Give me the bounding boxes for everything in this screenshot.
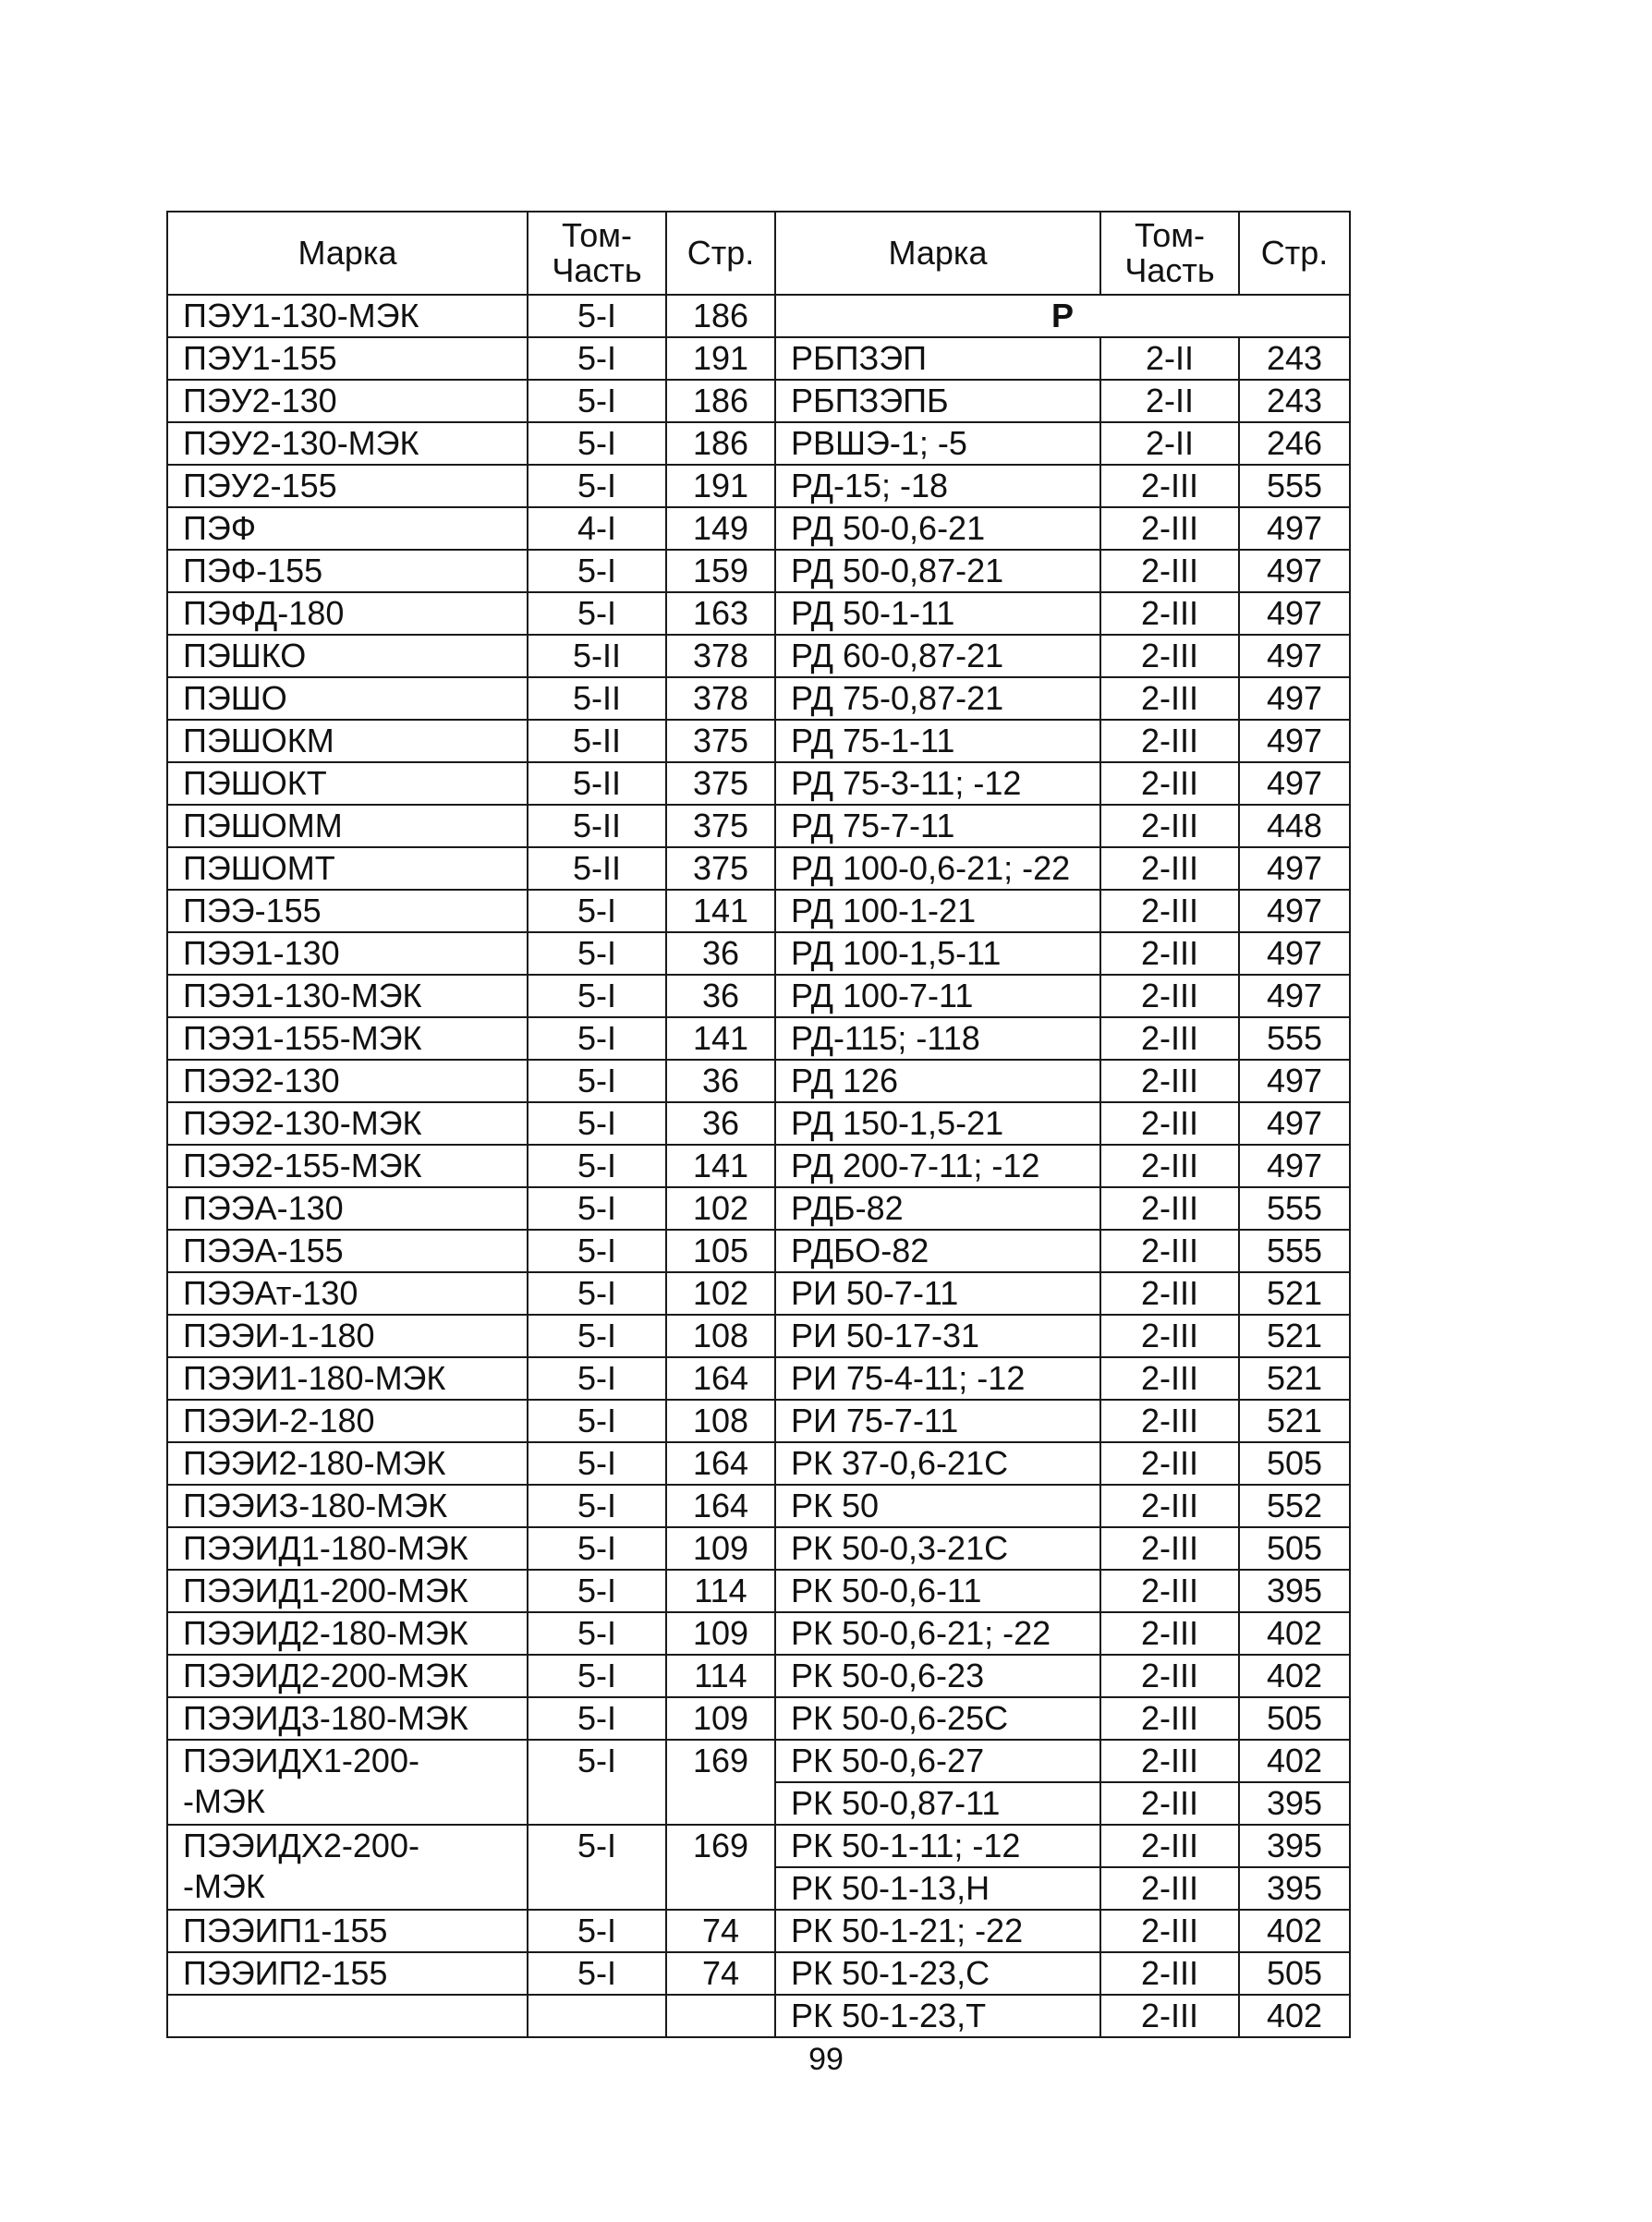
mark-cell: ПЭЭИ1-180-МЭК (167, 1357, 528, 1400)
page-cell: 448 (1239, 805, 1350, 847)
page-cell: 141 (666, 1017, 775, 1060)
volume-cell: 2-III (1100, 1315, 1239, 1357)
header-volume: Том- Часть (1100, 212, 1239, 295)
mark-cell: РД 60-0,87-21 (775, 635, 1100, 677)
mark-cell: ПЭШОМТ (167, 847, 528, 890)
mark-cell: РК 50 (775, 1485, 1100, 1527)
volume-cell: 2-III (1100, 465, 1239, 507)
mark-cell: РДБО-82 (775, 1230, 1100, 1272)
mark-cell: ПЭЭ1-155-МЭК (167, 1017, 528, 1060)
mark-cell: РД 100-1-21 (775, 890, 1100, 932)
table-row (167, 380, 1350, 422)
volume-cell: 2-III (1100, 847, 1239, 890)
mark-cell: РК 50-1-23,Т (775, 1995, 1100, 2037)
page-cell: 74 (666, 1952, 775, 1995)
page-cell: 395 (1239, 1782, 1350, 1825)
table-row (167, 1612, 1350, 1655)
mark-cell: ПЭЭИД2-200-МЭК (167, 1655, 528, 1697)
page-cell: 497 (1239, 677, 1350, 720)
table-row (167, 1655, 1350, 1697)
index-table (166, 211, 1351, 2038)
mark-cell: РК 50-1-23,С (775, 1952, 1100, 1995)
volume-cell: 5-I (528, 975, 666, 1017)
mark-cell: ПЭЭ2-130-МЭК (167, 1102, 528, 1145)
page-cell: 395 (1239, 1867, 1350, 1910)
page-cell: 109 (666, 1527, 775, 1570)
page-cell: 375 (666, 762, 775, 805)
page-cell: 164 (666, 1485, 775, 1527)
table-row (167, 1527, 1350, 1570)
table-row (167, 1825, 1350, 1867)
volume-cell: 2-III (1100, 1527, 1239, 1570)
page-cell: 186 (666, 380, 775, 422)
page-cell: 497 (1239, 720, 1350, 762)
volume-cell: 5-II (528, 635, 666, 677)
volume-cell: 5-I (528, 1697, 666, 1740)
header-page: Стр. (666, 212, 775, 295)
volume-cell: 2-III (1100, 1357, 1239, 1400)
mark-cell: РД 50-1-11 (775, 592, 1100, 635)
empty-cell (666, 1995, 775, 2037)
mark-cell: ПЭЭИДХ1-200- -МЭК (167, 1740, 528, 1825)
volume-cell: 2-III (1100, 1485, 1239, 1527)
table-row (167, 677, 1350, 720)
volume-cell: 2-III (1100, 592, 1239, 635)
volume-cell: 5-II (528, 762, 666, 805)
volume-cell: 5-I (528, 380, 666, 422)
mark-cell: ПЭУ1-155 (167, 337, 528, 380)
page-cell: 378 (666, 677, 775, 720)
mark-cell: ПЭУ2-130 (167, 380, 528, 422)
page-cell: 497 (1239, 592, 1350, 635)
mark-cell: РК 50-0,6-25С (775, 1697, 1100, 1740)
volume-cell: 2-II (1100, 337, 1239, 380)
page-cell: 497 (1239, 890, 1350, 932)
table-row (167, 1995, 1350, 2037)
mark-cell: РК 50-0,6-21; -22 (775, 1612, 1100, 1655)
volume-cell: 2-III (1100, 1910, 1239, 1952)
page-cell: 36 (666, 975, 775, 1017)
volume-cell: 5-II (528, 847, 666, 890)
header-row (167, 212, 1350, 295)
mark-cell: РК 50-0,3-21С (775, 1527, 1100, 1570)
volume-cell: 2-III (1100, 1102, 1239, 1145)
volume-cell: 2-III (1100, 1272, 1239, 1315)
table-row (167, 635, 1350, 677)
page-cell: 169 (666, 1825, 775, 1910)
volume-cell: 5-I (528, 1315, 666, 1357)
mark-cell: ПЭЭИДХ2-200- -МЭК (167, 1825, 528, 1910)
page-cell: 243 (1239, 337, 1350, 380)
volume-cell: 5-II (528, 805, 666, 847)
page-cell: 402 (1239, 1655, 1350, 1697)
page-cell: 108 (666, 1400, 775, 1442)
header-volume: Том- Часть (528, 212, 666, 295)
volume-cell: 5-I (528, 1952, 666, 1995)
mark-cell: ПЭШО (167, 677, 528, 720)
mark-cell: ПЭЭ-155 (167, 890, 528, 932)
page-cell: 149 (666, 507, 775, 550)
page-cell: 402 (1239, 1612, 1350, 1655)
volume-cell: 5-I (528, 1612, 666, 1655)
section-letter: Р (775, 295, 1350, 337)
mark-cell: РД-115; -118 (775, 1017, 1100, 1060)
table-row (167, 1357, 1350, 1400)
mark-cell: ПЭЭИ-1-180 (167, 1315, 528, 1357)
volume-cell: 2-III (1100, 550, 1239, 592)
volume-cell: 2-III (1100, 1400, 1239, 1442)
mark-cell: ПЭЭИП1-155 (167, 1910, 528, 1952)
mark-cell: ПЭЭАт-130 (167, 1272, 528, 1315)
page-cell: 375 (666, 805, 775, 847)
page-cell: 164 (666, 1357, 775, 1400)
mark-cell: РИ 50-7-11 (775, 1272, 1100, 1315)
page-cell: 402 (1239, 1995, 1350, 2037)
page-cell: 186 (666, 295, 775, 337)
mark-cell: РВШЭ-1; -5 (775, 422, 1100, 465)
volume-cell: 2-III (1100, 1145, 1239, 1187)
volume-cell: 2-III (1100, 1187, 1239, 1230)
volume-cell: 2-III (1100, 635, 1239, 677)
page-cell: 191 (666, 465, 775, 507)
mark-cell: ПЭЭ2-155-МЭК (167, 1145, 528, 1187)
mark-cell: РД 200-7-11; -12 (775, 1145, 1100, 1187)
volume-cell: 2-III (1100, 1697, 1239, 1740)
volume-cell: 2-III (1100, 890, 1239, 932)
table-row (167, 1315, 1350, 1357)
volume-cell: 5-I (528, 592, 666, 635)
volume-cell: 5-II (528, 677, 666, 720)
volume-cell: 2-III (1100, 1995, 1239, 2037)
table-row (167, 1060, 1350, 1102)
page-cell: 497 (1239, 762, 1350, 805)
page-cell: 105 (666, 1230, 775, 1272)
mark-cell: РД-15; -18 (775, 465, 1100, 507)
table-row (167, 1910, 1350, 1952)
page-cell: 243 (1239, 380, 1350, 422)
volume-cell: 5-I (528, 1017, 666, 1060)
volume-cell: 5-I (528, 1910, 666, 1952)
page-cell: 375 (666, 847, 775, 890)
mark-cell: ПЭЭИ2-180-МЭК (167, 1442, 528, 1485)
volume-cell: 5-I (528, 1060, 666, 1102)
header-page: Стр. (1239, 212, 1350, 295)
volume-cell: 2-III (1100, 1952, 1239, 1995)
mark-cell: РК 50-0,6-11 (775, 1570, 1100, 1612)
table-row (167, 1740, 1350, 1782)
page-cell: 102 (666, 1272, 775, 1315)
mark-cell: РК 50-0,87-11 (775, 1782, 1100, 1825)
page-cell: 497 (1239, 507, 1350, 550)
volume-cell: 5-I (528, 1145, 666, 1187)
page-cell: 505 (1239, 1952, 1350, 1995)
mark-cell: ПЭЭА-130 (167, 1187, 528, 1230)
volume-cell: 2-III (1100, 1655, 1239, 1697)
page-cell: 36 (666, 932, 775, 975)
empty-cell (528, 1995, 666, 2037)
table-row (167, 1570, 1350, 1612)
page-cell: 552 (1239, 1485, 1350, 1527)
mark-cell: РД 126 (775, 1060, 1100, 1102)
volume-cell: 5-I (528, 295, 666, 337)
page-number: 99 (808, 2042, 844, 2077)
page-cell: 497 (1239, 1102, 1350, 1145)
volume-cell: 2-II (1100, 380, 1239, 422)
mark-cell: ПЭФ (167, 507, 528, 550)
mark-cell: РК 50-1-11; -12 (775, 1825, 1100, 1867)
table-row (167, 1187, 1350, 1230)
table-row (167, 1442, 1350, 1485)
table-row (167, 550, 1350, 592)
volume-cell: 2-III (1100, 1442, 1239, 1485)
mark-cell: ПЭФ-155 (167, 550, 528, 592)
page-cell: 402 (1239, 1910, 1350, 1952)
page-cell: 169 (666, 1740, 775, 1825)
table-row (167, 507, 1350, 550)
volume-cell: 5-I (528, 1570, 666, 1612)
mark-cell: РИ 75-7-11 (775, 1400, 1100, 1442)
page-cell: 497 (1239, 1145, 1350, 1187)
page-cell: 497 (1239, 847, 1350, 890)
page-cell: 109 (666, 1697, 775, 1740)
mark-cell: РК 50-1-13,Н (775, 1867, 1100, 1910)
volume-cell: 5-I (528, 890, 666, 932)
mark-cell: РК 50-0,6-23 (775, 1655, 1100, 1697)
volume-cell: 5-II (528, 720, 666, 762)
volume-cell: 5-I (528, 1655, 666, 1697)
volume-cell: 2-III (1100, 1230, 1239, 1272)
mark-cell: ПЭЭ1-130-МЭК (167, 975, 528, 1017)
volume-cell: 5-I (528, 337, 666, 380)
page-cell: 497 (1239, 635, 1350, 677)
volume-cell: 2-III (1100, 1825, 1239, 1867)
mark-cell: РДБ-82 (775, 1187, 1100, 1230)
table-row (167, 975, 1350, 1017)
table-row (167, 932, 1350, 975)
volume-cell: 5-I (528, 1442, 666, 1485)
page-cell: 159 (666, 550, 775, 592)
page-cell: 395 (1239, 1825, 1350, 1867)
table-row (167, 1230, 1350, 1272)
table-row (167, 1952, 1350, 1995)
table-row (167, 805, 1350, 847)
mark-cell: РД 50-0,87-21 (775, 550, 1100, 592)
header-mark: Марка (775, 212, 1100, 295)
page-cell: 521 (1239, 1357, 1350, 1400)
table-row (167, 295, 1350, 337)
page-cell: 521 (1239, 1400, 1350, 1442)
volume-cell: 2-III (1100, 1867, 1239, 1910)
mark-cell: ПЭУ2-130-МЭК (167, 422, 528, 465)
mark-cell: РД 50-0,6-21 (775, 507, 1100, 550)
table-row (167, 847, 1350, 890)
page-cell: 521 (1239, 1315, 1350, 1357)
page-cell: 191 (666, 337, 775, 380)
mark-cell: ПЭШОКТ (167, 762, 528, 805)
volume-cell: 2-III (1100, 720, 1239, 762)
mark-cell: РД 100-1,5-11 (775, 932, 1100, 975)
mark-cell: ПЭЭА-155 (167, 1230, 528, 1272)
volume-cell: 2-III (1100, 507, 1239, 550)
page-cell: 141 (666, 890, 775, 932)
mark-cell: РИ 75-4-11; -12 (775, 1357, 1100, 1400)
mark-cell: РД 75-1-11 (775, 720, 1100, 762)
table-row (167, 1272, 1350, 1315)
volume-cell: 5-I (528, 1357, 666, 1400)
mark-cell: ПЭЭИД2-180-МЭК (167, 1612, 528, 1655)
volume-cell: 5-I (528, 1102, 666, 1145)
mark-cell: РБПЗЭП (775, 337, 1100, 380)
mark-cell: ПЭЭИД3-180-МЭК (167, 1697, 528, 1740)
mark-cell: ПЭШКО (167, 635, 528, 677)
page-cell: 246 (1239, 422, 1350, 465)
header-mark: Марка (167, 212, 528, 295)
page-cell: 36 (666, 1060, 775, 1102)
mark-cell: ПЭУ1-130-МЭК (167, 295, 528, 337)
page-cell: 114 (666, 1655, 775, 1697)
mark-cell: РД 75-3-11; -12 (775, 762, 1100, 805)
mark-cell: ПЭУ2-155 (167, 465, 528, 507)
mark-cell: ПЭЭИЗ-180-МЭК (167, 1485, 528, 1527)
page-cell: 163 (666, 592, 775, 635)
volume-cell: 2-II (1100, 422, 1239, 465)
volume-cell: 5-I (528, 1400, 666, 1442)
volume-cell: 5-I (528, 1187, 666, 1230)
table-row (167, 762, 1350, 805)
page-cell: 395 (1239, 1570, 1350, 1612)
mark-cell: ПЭЭ2-130 (167, 1060, 528, 1102)
page-cell: 402 (1239, 1740, 1350, 1782)
volume-cell: 2-III (1100, 677, 1239, 720)
page-cell: 186 (666, 422, 775, 465)
page-cell: 141 (666, 1145, 775, 1187)
volume-cell: 5-I (528, 1272, 666, 1315)
table-row (167, 1400, 1350, 1442)
table-row (167, 720, 1350, 762)
volume-cell: 2-III (1100, 975, 1239, 1017)
volume-cell: 2-III (1100, 1060, 1239, 1102)
mark-cell: ПЭЭИП2-155 (167, 1952, 528, 1995)
volume-cell: 2-III (1100, 805, 1239, 847)
page-cell: 521 (1239, 1272, 1350, 1315)
page-cell: 114 (666, 1570, 775, 1612)
mark-cell: РД 75-0,87-21 (775, 677, 1100, 720)
page-cell: 74 (666, 1910, 775, 1952)
volume-cell: 5-I (528, 465, 666, 507)
volume-cell: 2-III (1100, 1612, 1239, 1655)
table-row (167, 890, 1350, 932)
mark-cell: ПЭШОММ (167, 805, 528, 847)
table-row (167, 465, 1350, 507)
table-row (167, 1485, 1350, 1527)
page-cell: 497 (1239, 932, 1350, 975)
volume-cell: 2-III (1100, 1782, 1239, 1825)
volume-cell: 2-III (1100, 1017, 1239, 1060)
table-row (167, 337, 1350, 380)
page-cell: 505 (1239, 1527, 1350, 1570)
volume-cell: 2-III (1100, 762, 1239, 805)
volume-cell: 5-I (528, 932, 666, 975)
mark-cell: РД 150-1,5-21 (775, 1102, 1100, 1145)
mark-cell: ПЭЭ1-130 (167, 932, 528, 975)
mark-cell: ПЭЭИД1-180-МЭК (167, 1527, 528, 1570)
page-cell: 555 (1239, 1230, 1350, 1272)
mark-cell: ПЭФД-180 (167, 592, 528, 635)
page-cell: 109 (666, 1612, 775, 1655)
page-cell: 555 (1239, 465, 1350, 507)
page-cell: 497 (1239, 550, 1350, 592)
mark-cell: РК 37-0,6-21С (775, 1442, 1100, 1485)
table-row (167, 422, 1350, 465)
page-cell: 505 (1239, 1697, 1350, 1740)
table-row (167, 1017, 1350, 1060)
page-cell: 505 (1239, 1442, 1350, 1485)
page-cell: 497 (1239, 1060, 1350, 1102)
volume-cell: 5-I (528, 1740, 666, 1825)
mark-cell: РК 50-0,6-27 (775, 1740, 1100, 1782)
mark-cell: РБПЗЭПБ (775, 380, 1100, 422)
table-row (167, 592, 1350, 635)
mark-cell: ПЭШОКМ (167, 720, 528, 762)
mark-cell: РД 100-7-11 (775, 975, 1100, 1017)
table-row (167, 1145, 1350, 1187)
mark-cell: РИ 50-17-31 (775, 1315, 1100, 1357)
mark-cell: РК 50-1-21; -22 (775, 1910, 1100, 1952)
page-cell: 378 (666, 635, 775, 677)
volume-cell: 2-III (1100, 1570, 1239, 1612)
mark-cell: ПЭЭИД1-200-МЭК (167, 1570, 528, 1612)
page-cell: 555 (1239, 1017, 1350, 1060)
volume-cell: 5-I (528, 1230, 666, 1272)
mark-cell: РД 100-0,6-21; -22 (775, 847, 1100, 890)
volume-cell: 5-I (528, 1485, 666, 1527)
volume-cell: 2-III (1100, 932, 1239, 975)
volume-cell: 4-I (528, 507, 666, 550)
page-cell: 555 (1239, 1187, 1350, 1230)
volume-cell: 5-I (528, 422, 666, 465)
page-cell: 102 (666, 1187, 775, 1230)
page-cell: 36 (666, 1102, 775, 1145)
volume-cell: 5-I (528, 550, 666, 592)
table-row (167, 1102, 1350, 1145)
table-row (167, 1697, 1350, 1740)
page-cell: 108 (666, 1315, 775, 1357)
empty-cell (167, 1995, 528, 2037)
mark-cell: ПЭЭИ-2-180 (167, 1400, 528, 1442)
volume-cell: 5-I (528, 1825, 666, 1910)
page-cell: 497 (1239, 975, 1350, 1017)
page-cell: 375 (666, 720, 775, 762)
mark-cell: РД 75-7-11 (775, 805, 1100, 847)
page-cell: 164 (666, 1442, 775, 1485)
volume-cell: 2-III (1100, 1740, 1239, 1782)
volume-cell: 5-I (528, 1527, 666, 1570)
